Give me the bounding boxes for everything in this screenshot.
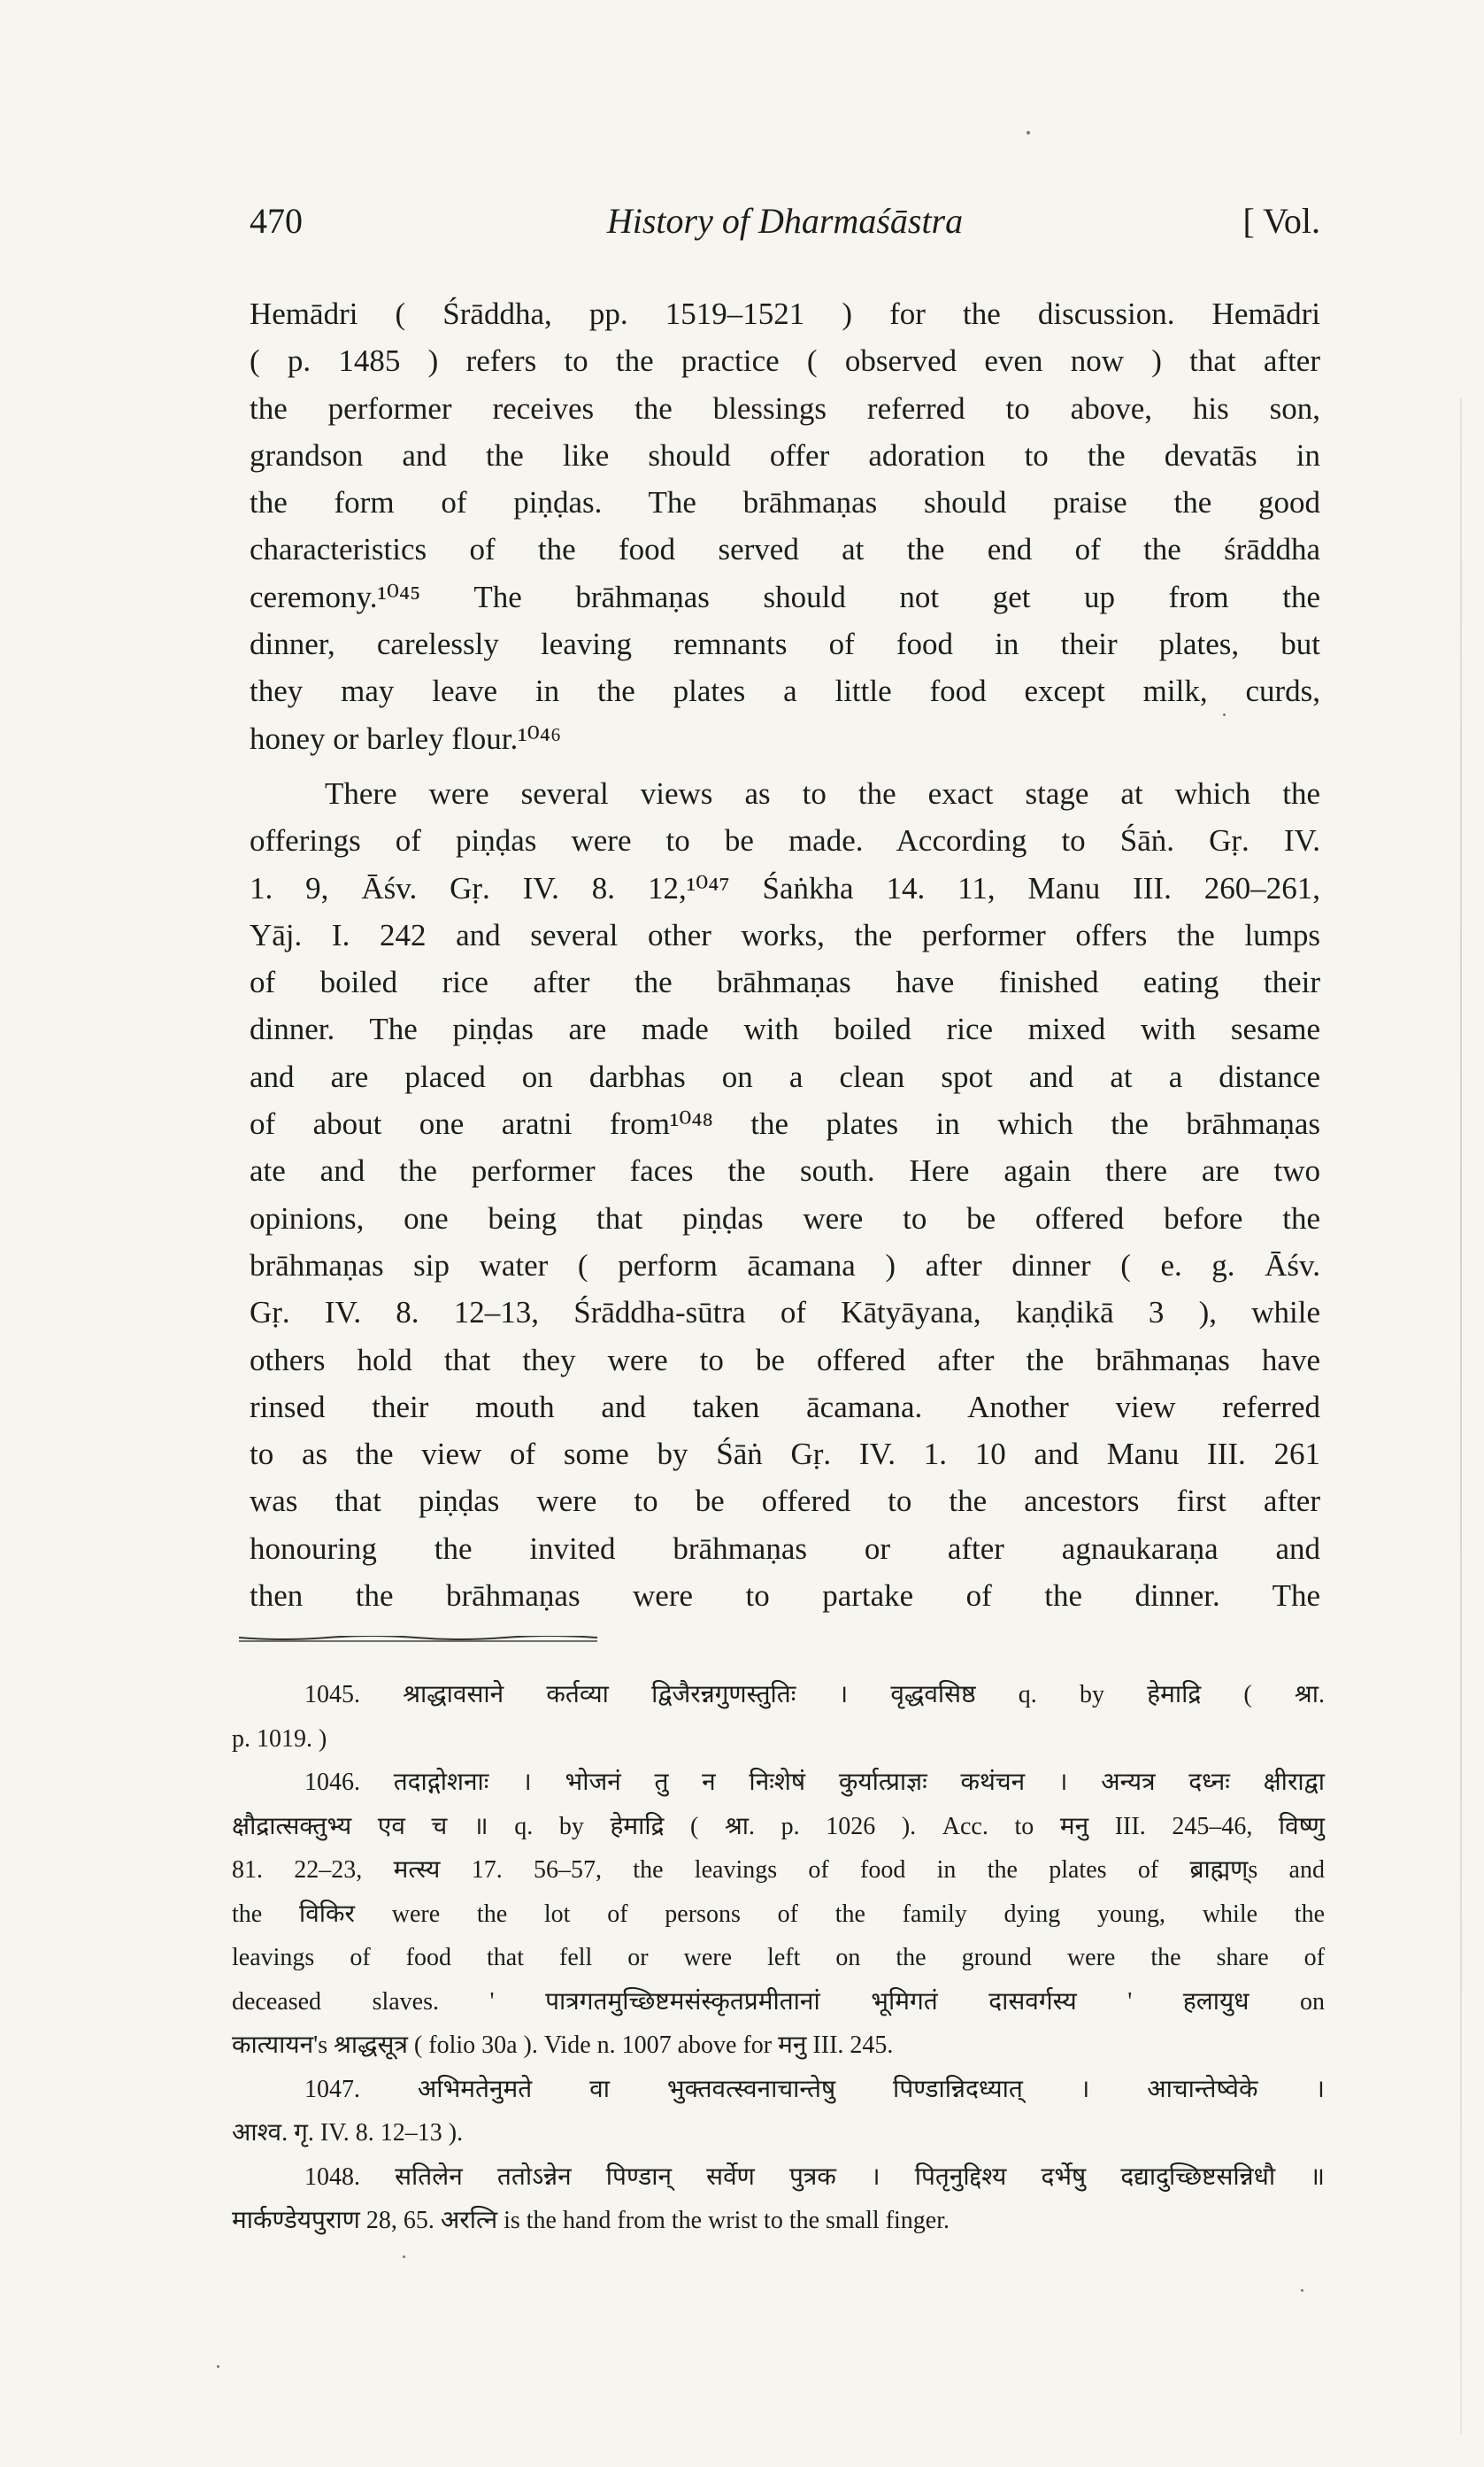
footnote-line: leavings of food that fell or were left on the ground were the share of [232,1944,1325,1971]
footnote-line: आश्व. गृ. IV. 8. 12–13 ). [232,2119,464,2147]
text-line: dinner. The piṇḍas are made with boiled rice mixed with sesame [250,1012,1320,1047]
volume-marker: [ Vol. [1242,201,1320,241]
text-line: offerings of piṇḍas were to be made. According to Śāṅ. Gṛ. IV. [250,823,1320,859]
scan-speck [217,2365,219,2368]
footnote-line: 81. 22–23, मत्स्य 17. 56–57, the leavings of food in the plates of ब्राह्मण्s and [232,1856,1325,1884]
text-line: There were several views as to the exact stage at which the [325,776,1320,811]
scan-margin-shadow [1460,398,1462,2434]
page-number: 470 [250,201,303,241]
text-line: Yāj. I. 242 and several other works, the performer offers the lumps [250,917,1320,952]
footnote-line: 1048. सतिलेन ततोऽन्नेन पिण्डान् सर्वेण पुत्रक । पितृनुद्दिश्य दर्भेषु दद्यादुच्छिष्टसन्निधौ ॥ [304,2162,1325,2191]
footnote-line: कात्यायन's श्राद्धसूत्र ( folio 30a ). Vide n. 1007 above for मनु III. 245. [232,2031,894,2059]
text-line: 1. 9, Āśv. Gṛ. IV. 8. 12,¹⁰⁴⁷ Śaṅkha 14. 11, Manu III. 260–261, [250,870,1320,906]
footnote-line: क्षौद्रात्सक्तुभ्य एव च ॥ q. by हेमाद्रि ( श्रा. p. 1026 ). Acc. to मनु III. 245–46, विष्णु [232,1812,1325,1840]
running-title: History of Dharmaśāstra [606,201,964,241]
footnote-line: deceased slaves. ' पात्रगतमुच्छिष्टमसंस्कृतप्रमीतानां भूमिगतं दासवर्गस्य ' हलायुध on [232,1987,1325,2016]
text-line: honey or barley flour.¹⁰⁴⁶ [250,721,562,756]
text-line: brāhmaṇas sip water ( perform ācamana ) after dinner ( e. g. Āśv. [250,1247,1320,1283]
footnote-line: 1046. तदाद्गोशनाः । भोजनं तु न निःशेषं कुर्यात्प्राज्ञः कथंचन । अन्यत्र दध्नः क्षीराद्वा [304,1769,1325,1796]
text-line: dinner, carelessly leaving remnants of food in their plates, but [250,627,1320,662]
text-line: the form of piṇḍas. The brāhmaṇas should praise the good [250,485,1320,520]
scan-speck [1026,131,1030,135]
footnote-line: मार्कण्डेयपुराण 28, 65. अरत्नि is the hand from the wrist to the small finger. [232,2207,950,2234]
text-line: others hold that they were to be offered after the brāhmaṇas have [250,1342,1320,1377]
text-line: characteristics of the food served at the end of the śrāddha [250,532,1320,567]
footnote-line: p. 1019. ) [232,1724,327,1753]
footnotes [232,1673,1325,2243]
text-line: ceremony.¹⁰⁴⁵ The brāhmaṇas should not get up from the [250,579,1320,614]
text-line: opinions, one being that piṇḍas were to be offered before the [250,1200,1320,1236]
footnote-divider [239,1636,597,1643]
paragraph-2 [250,770,1320,1619]
text-line: honouring the invited brāhmaṇas or after agnaukaraṇa and [250,1530,1320,1566]
text-line: of about one aratni from¹⁰⁴⁸ the plates in which the brāhmaṇas [250,1106,1320,1142]
paragraph-2-text [250,770,1320,1619]
text-line: the performer receives the blessings referred to above, his son, [250,390,1320,426]
scan-speck [1301,2289,1303,2292]
footnote-line: the विकिर were the lot of persons of the family dying young, while the [232,1900,1325,1928]
text-line: ( p. 1485 ) refers to the practice ( observed even now ) that after [250,343,1320,379]
scan-speck [403,2255,405,2258]
text-line: ate and the performer faces the south. Here again there are two [250,1153,1320,1189]
paragraph-1 [250,290,1320,762]
scan-speck [1223,713,1226,716]
text-line: was that piṇḍas were to be offered to the ancestors first after [250,1484,1320,1519]
text-line: then the brāhmaṇas were to partake of the dinner. The [250,1578,1320,1614]
footnote-line: 1045. श्राद्धावसाने कर्तव्या द्विजैरन्नगुणस्तुतिः । वृद्धवसिष्ठ q. by हेमाद्रि ( श्रा. [304,1681,1325,1708]
footnote-line: 1047. अभिमतेनुमते वा भुक्तवत्स्वनाचान्तेषु पिण्डान्निदध्यात् । आचान्तेष्वेके । [304,2075,1325,2103]
text-line: rinsed their mouth and taken ācamana. Another view referred [250,1389,1320,1424]
running-header [250,200,1320,244]
text-line: grandson and the like should offer adoration to the devatās in [250,437,1320,473]
text-line: Gṛ. IV. 8. 12–13, Śrāddha-sūtra of Kātyāyana, kaṇḍikā 3 ), while [250,1295,1320,1330]
text-line: to as the view of some by Śāṅ Gṛ. IV. 1. 10 and Manu III. 261 [250,1437,1320,1472]
text-line: they may leave in the plates a little food except milk, curds, [250,674,1320,709]
paragraph-1-text [250,290,1320,762]
text-line: and are placed on darbhas on a clean spot and at a distance [250,1059,1320,1094]
text-line: of boiled rice after the brāhmaṇas have finished eating their [250,965,1320,1000]
text-line: Hemādri ( Śrāddha, pp. 1519–1521 ) for the discussion. Hemādri [250,297,1320,331]
